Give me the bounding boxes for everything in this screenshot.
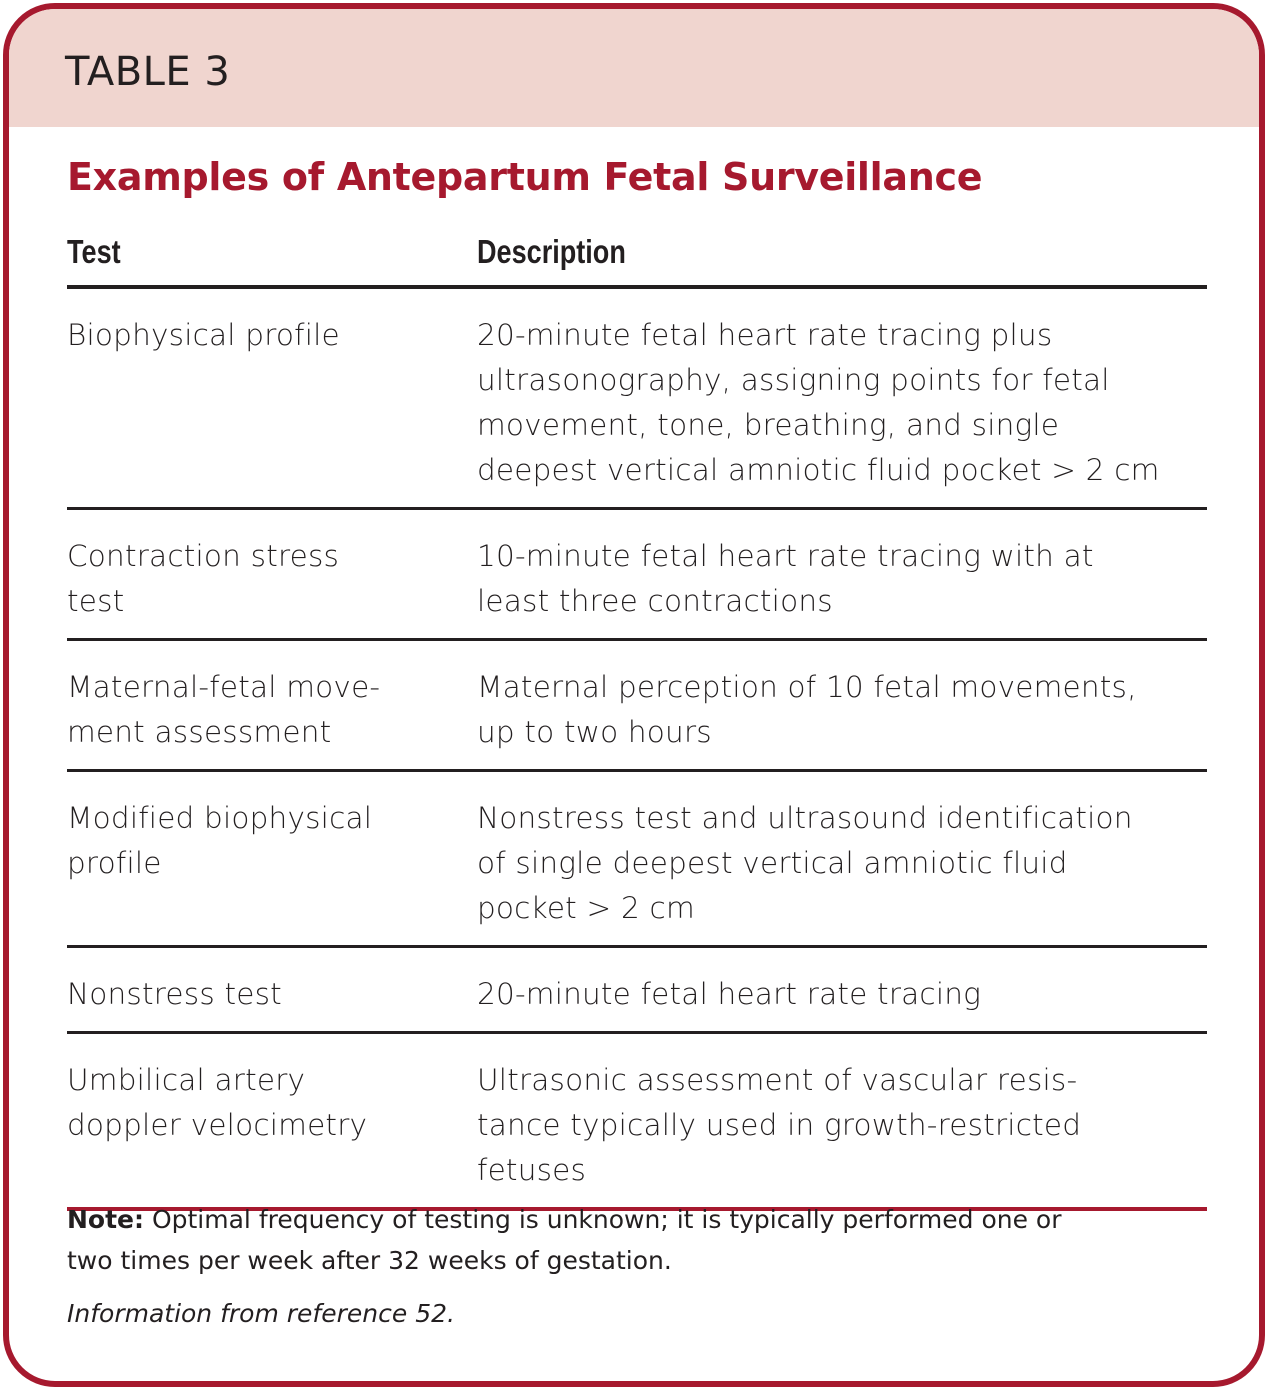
test-cell-line: Modified biophysical [67,801,373,835]
description-cell [477,796,1207,931]
description-cell-line: Nonstress test and ultrasound identification [477,801,1133,835]
test-cell-line: Biophysical profile [67,318,340,352]
description-cell-line: pocket > 2 cm [477,891,695,925]
table-row [67,641,1207,772]
note-text-line: Optimal frequency of testing is unknown; it is typically performed one or [144,1205,1062,1234]
description-cell [477,313,1207,493]
table-row [67,289,1207,510]
test-cell-line: Umbilical artery [67,1063,306,1097]
description-cell-line: 20-minute fetal heart rate tracing [477,977,982,1011]
test-cell [67,313,477,493]
description-cell-line: tance typically used in growth-restricted [477,1108,1082,1142]
test-cell [67,534,477,624]
table-note [67,1199,1217,1281]
table-source: Information from reference 52. [67,1299,455,1328]
description-cell-line: 20-minute fetal heart rate tracing plus [477,318,1053,352]
table-frame [3,3,1265,1387]
description-cell [477,972,1207,1017]
description-cell-line: Maternal perception of 10 fetal movements, [477,670,1137,704]
test-cell-line: test [67,584,125,618]
description-cell-line: deepest vertical amniotic fluid pocket > 2 cm [477,453,1160,487]
description-cell [477,665,1207,755]
test-cell [67,1058,477,1193]
test-cell-line: ment assessment [67,715,332,749]
description-cell-line: movement, tone, breathing, and single [477,408,1060,442]
test-cell-line: Contraction stress [67,539,340,573]
table-head [67,229,1207,289]
table-row [67,948,1207,1034]
table-title: Examples of Antepartum Fetal Surveillance [67,155,983,199]
test-cell-line: Nonstress test [67,977,282,1011]
test-cell [67,665,477,755]
note-label: Note: [67,1205,145,1234]
column-header-description: Description [477,233,626,270]
table-label: TABLE 3 [65,49,231,95]
test-cell-line: Maternal-fetal move- [67,670,381,704]
test-cell [67,796,477,931]
test-cell-line: profile [67,846,162,880]
table-row [67,772,1207,948]
description-cell [477,534,1207,624]
description-cell-line: up to two hours [477,715,712,749]
description-cell-line: least three contractions [477,584,833,618]
table-row [67,1034,1207,1211]
description-cell-line: fetuses [477,1153,587,1187]
description-cell-line: of single deepest vertical amniotic fluid [477,846,1068,880]
column-header-test: Test [67,233,121,270]
description-cell-line: 10-minute fetal heart rate tracing with at [477,539,1094,573]
description-cell [477,1058,1207,1193]
table-row [67,510,1207,641]
description-cell-line: ultrasonography, assigning points for fetal [477,363,1110,397]
table-body [67,289,1207,1211]
description-cell-line: Ultrasonic assessment of vascular resis- [477,1063,1078,1097]
test-cell [67,972,477,1017]
test-cell-line: doppler velocimetry [67,1108,368,1142]
note-text-line: two times per week after 32 weeks of gestation. [67,1246,672,1275]
